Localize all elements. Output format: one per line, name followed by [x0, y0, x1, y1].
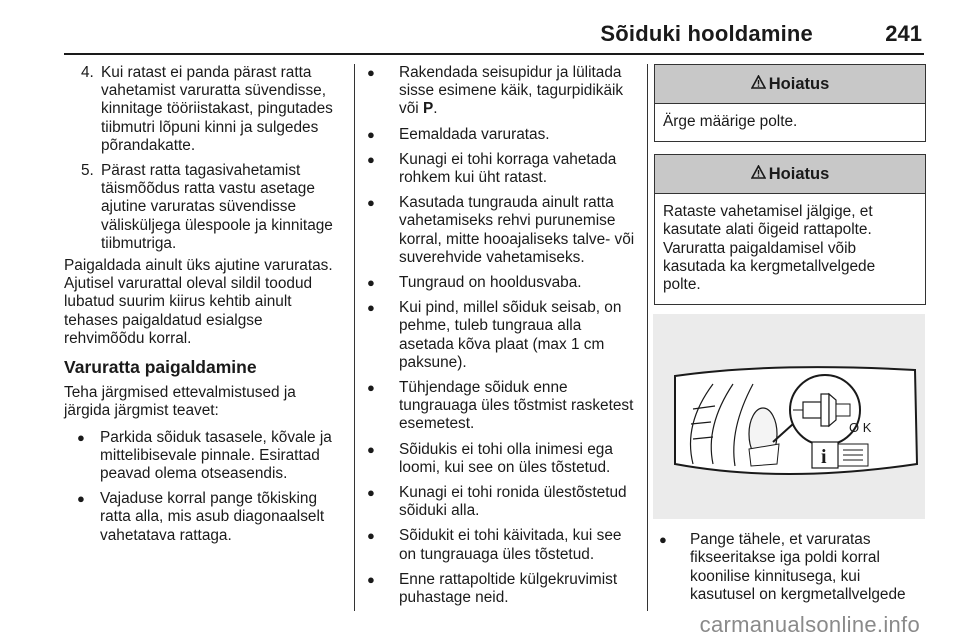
- list-item: ● Kunagi ei tohi ronida ülestõstetud sõiduki alla.: [365, 484, 637, 520]
- list-item: ● Parkida sõiduk tasasele, kõvale ja mittelibisevale pinnale. Esirattad peavad olema otseasendis.: [64, 429, 346, 484]
- warning-label: Hoiatus: [768, 165, 830, 184]
- item-text: Pärast ratta tagasivahetamist täismõõdus ratta vastu asetage ajutine varuratas süvendisse väliskülјega ülespoole ja kinnitage tiibmutriga.: [101, 162, 333, 252]
- item-number: 5.: [81, 162, 94, 180]
- list-item: ● Kunagi ei tohi korraga vahetada rohkem kui üht ratast.: [365, 151, 637, 187]
- warning-header: [655, 65, 925, 104]
- warning-text: Ärge määrige polte.: [663, 113, 798, 130]
- page-number: 241: [885, 21, 922, 46]
- numbered-item-4: [64, 64, 346, 155]
- list-item: ● Kasutada tungrauda ainult ratta vahetamiseks rehvi purunemise korral, mitte hooajaliseks talve- või suverehvide vahetamiseks.: [365, 194, 637, 267]
- warning-box: [654, 64, 926, 142]
- list-item: ● Vajaduse korral pange tõkisking ratta alla, mis asub diagonaalselt vahetatava rattaga.: [64, 490, 346, 545]
- numbered-item-5: [64, 162, 346, 253]
- column-1: [64, 64, 346, 552]
- item-text: Rakendada seisupidur ja lülitada sisse esimene käik, tagurpidikäik või P.: [399, 64, 624, 118]
- warning-triangle-icon: [751, 75, 766, 93]
- header-title: Sõiduki hooldamine: [600, 21, 813, 46]
- warning-header: [655, 155, 925, 194]
- list-item: ● Sõidukis ei tohi olla inimesi ega loomi, kui see on üles tõstetud.: [365, 441, 637, 477]
- watermark: carmanualsonline.info: [699, 612, 920, 637]
- paragraph-preparations: Teha järgmised ettevalmistused ja järgida järgmist teavet:: [64, 384, 296, 420]
- paragraph-spare-wheel: Paigaldada ainult üks ajutine varuratas. Ajutisel varurattal oleval sildil toodud lubatud suurim kiirus kehtib ainult tehases paigaldatud esialgse rehvimõõdu korral.: [64, 257, 333, 347]
- section-heading: Varuratta paigaldamine: [64, 357, 257, 378]
- warning-box: [654, 154, 926, 305]
- list-item: ● Enne rattapoltide külgekruvimist puhastage neid.: [365, 571, 637, 607]
- column-2: [365, 64, 637, 614]
- warning-triangle-icon: [751, 165, 766, 183]
- warning-label: Hoiatus: [768, 74, 830, 93]
- list-item: ● Kui pind, millel sõiduk seisab, on pehme, tuleb tungraua alla asetada kõva plaat (max 1 cm paksune).: [365, 299, 637, 372]
- warning-text: Rataste vahetamisel jälgige, et kasutate alati õigeid rattapolte. Varuratta paigaldamisel võib kasutada ka kergmetallvelgede polte.: [663, 203, 876, 294]
- item-number: 4.: [81, 64, 94, 81]
- ok-label: O K: [849, 420, 872, 436]
- item-text: Kui ratast ei panda pärast ratta vahetamist varuratta süvendisse, kinnitage tööriistakast, pingutades tiibmutri lõpuni kinni ja sulgedes põrandakatte.: [101, 64, 333, 154]
- wheel-bolt-illustration: [653, 314, 925, 519]
- column-divider-2: [647, 64, 648, 611]
- list-item: ● Sõidukit ei tohi käivitada, kui see on tungrauaga üles tõstetud.: [365, 527, 637, 563]
- list-item: ● Tühjendage sõiduk enne tungrauaga üles tõstmist rasketest esemetest.: [365, 379, 637, 434]
- column-divider-1: [354, 64, 355, 611]
- column-3: [653, 64, 925, 611]
- list-item: ● Tungraud on hooldusvaba.: [365, 274, 637, 292]
- list-item: [365, 64, 637, 119]
- header-rule: [64, 53, 924, 55]
- list-item: ● Eemaldada varuratas.: [365, 126, 637, 144]
- list-item: ● Pange tähele, et varuratas fikseeritakse iga poldi korral koonilise kinnitusega, kui kasutusel on kergmetallvelgede: [653, 531, 925, 604]
- info-icon: i: [821, 446, 827, 469]
